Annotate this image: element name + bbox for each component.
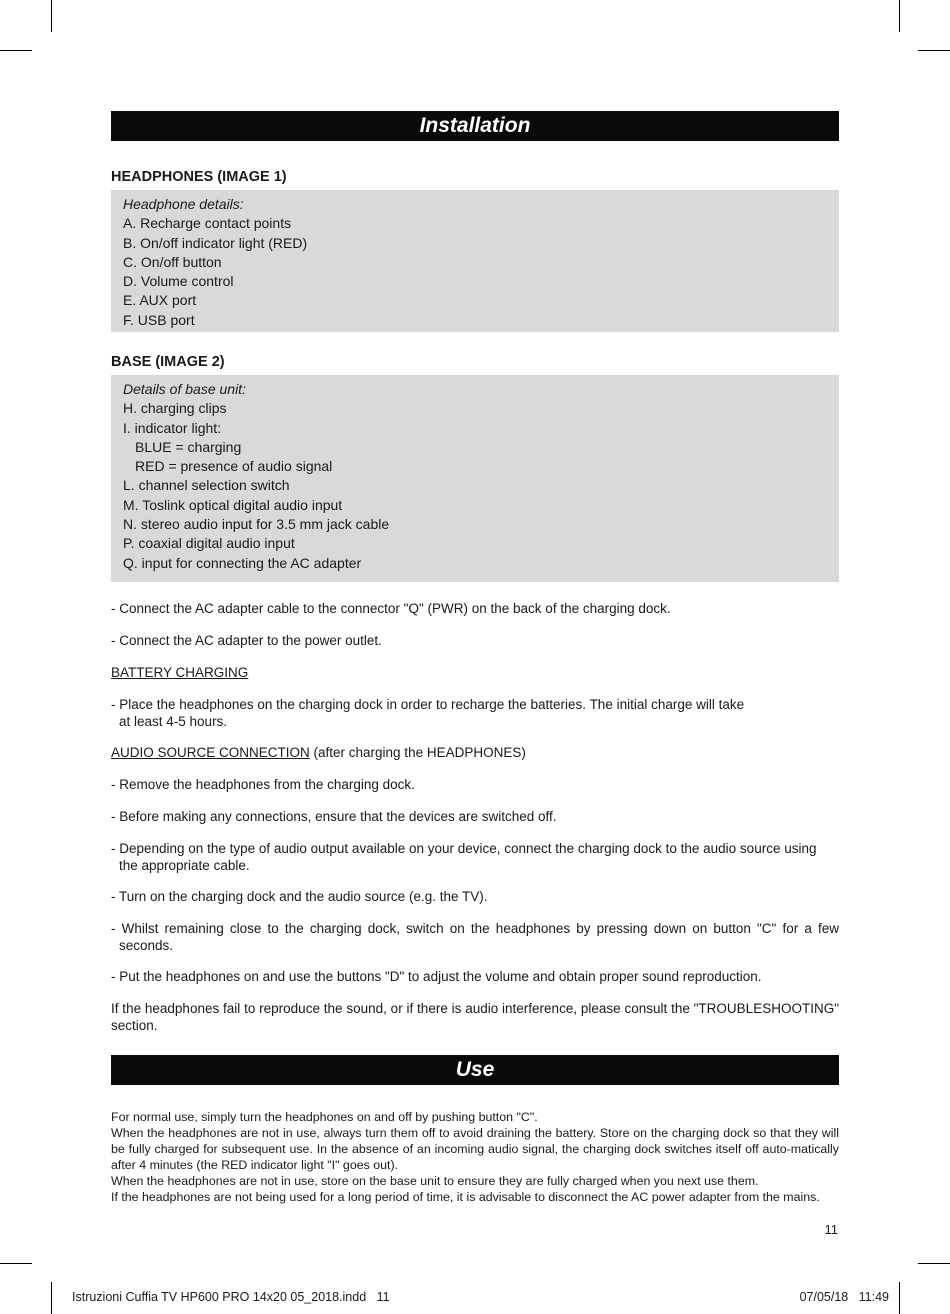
crop-mark <box>51 1282 52 1314</box>
step-depending-line: the appropriate cable. <box>119 857 250 873</box>
use-title: Use <box>455 1058 495 1081</box>
step-before: - Before making any connections, ensure that the devices are switched off. <box>111 809 557 824</box>
headphones-heading: HEADPHONES (IMAGE 1) <box>111 169 287 185</box>
use-paragraph: When the headphones are not in use, store on the base unit to ensure they are fully charged when you next use them. <box>111 1174 759 1189</box>
use-text <box>111 1109 839 1206</box>
list-item: P. coaxial digital audio input <box>123 535 295 552</box>
list-item: D. Volume control <box>123 273 234 290</box>
list-item: N. stereo audio input for 3.5 mm jack cable <box>123 516 390 533</box>
step-remove: - Remove the headphones from the charging dock. <box>111 777 415 792</box>
step-whilst-line: - Whilst remaining close to the charging dock, switch on the headphones by pressing down on button "C" for a few <box>111 921 839 936</box>
page-number: 11 <box>824 1222 838 1237</box>
use-paragraph: If the headphones are not being used for a long period of time, it is advisable to disconnect the AC power adapter from the mains. <box>111 1190 820 1205</box>
list-item: B. On/off indicator light (RED) <box>123 234 308 251</box>
step-put-on: - Put the headphones on and use the buttons "D" to adjust the volume and obtain proper sound reproduction. <box>111 969 762 984</box>
troubleshooting-line: section. <box>111 1017 158 1033</box>
audio-source-heading-line <box>111 745 839 762</box>
base-details-label: Details of base unit: <box>123 381 246 397</box>
crop-mark <box>0 1263 32 1264</box>
list-item: A. Recharge contact points <box>123 215 292 232</box>
list-item: BLUE = charging <box>135 438 242 455</box>
headphone-details-label: Headphone details: <box>123 196 244 212</box>
list-item: L. channel selection switch <box>123 477 290 494</box>
step-whilst <box>111 921 839 954</box>
troubleshooting-note <box>111 1001 839 1034</box>
use-paragraph: When the headphones are not in use, always turn them off to avoid draining the battery. Store on the charging dock so that they will be fully charged for subsequent use. In the absence of an incoming audio signal, the charging dock switches itself off auto-matically after 4 minutes (the RED indicator light "I" goes out). <box>111 1126 839 1173</box>
audio-source-heading: AUDIO SOURCE CONNECTION <box>111 745 310 760</box>
list-item: RED = presence of audio signal <box>135 458 333 475</box>
footer-date: 07/05/18 11:49 <box>799 1290 889 1304</box>
crop-mark <box>0 50 32 51</box>
base-heading: BASE (IMAGE 2) <box>111 354 225 370</box>
base-details-box <box>111 375 839 582</box>
installation-title: Installation <box>419 114 531 137</box>
step-battery-line: - Place the headphones on the charging dock in order to recharge the batteries. The initial charge will take <box>111 697 745 712</box>
step-turn-on: - Turn on the charging dock and the audio source (e.g. the TV). <box>111 889 488 904</box>
crop-mark <box>918 50 950 51</box>
step-whilst-line: seconds. <box>119 937 174 953</box>
footer-file-name: Istruzioni Cuffia TV HP600 PRO 14x20 05_2018.indd 11 <box>72 1290 390 1304</box>
battery-charging-heading: BATTERY CHARGING <box>111 665 249 680</box>
headphone-details-box <box>111 190 839 332</box>
step-depending <box>111 841 839 874</box>
list-item: I. indicator light: <box>123 419 222 436</box>
crop-mark <box>918 1263 950 1264</box>
list-item: F. USB port <box>123 311 195 328</box>
installation-title-band <box>111 111 839 141</box>
audio-source-heading-suffix: (after charging the HEADPHONES) <box>309 745 526 760</box>
crop-mark <box>51 0 52 32</box>
list-item: H. charging clips <box>123 400 227 417</box>
step-battery <box>111 697 839 730</box>
list-item: C. On/off button <box>123 253 222 270</box>
troubleshooting-line: If the headphones fail to reproduce the sound, or if there is audio interference, please consult the "TROUBLESHOOTING" <box>111 1001 839 1016</box>
step-connect-cable: - Connect the AC adapter cable to the connector "Q" (PWR) on the back of the charging dock. <box>111 601 671 616</box>
use-paragraph: For normal use, simply turn the headphones on and off by pushing button "C". <box>111 1110 538 1124</box>
use-title-band <box>111 1055 839 1085</box>
crop-mark <box>899 1282 900 1314</box>
list-item: E. AUX port <box>123 292 197 309</box>
list-item: Q. input for connecting the AC adapter <box>123 554 362 571</box>
list-item: M. Toslink optical digital audio input <box>123 496 343 513</box>
crop-mark <box>899 0 900 32</box>
step-battery-line: at least 4-5 hours. <box>119 713 228 729</box>
step-depending-line: - Depending on the type of audio output available on your device, connect the charging dock to the audio source using <box>111 841 817 856</box>
step-connect-outlet: - Connect the AC adapter to the power outlet. <box>111 633 382 648</box>
